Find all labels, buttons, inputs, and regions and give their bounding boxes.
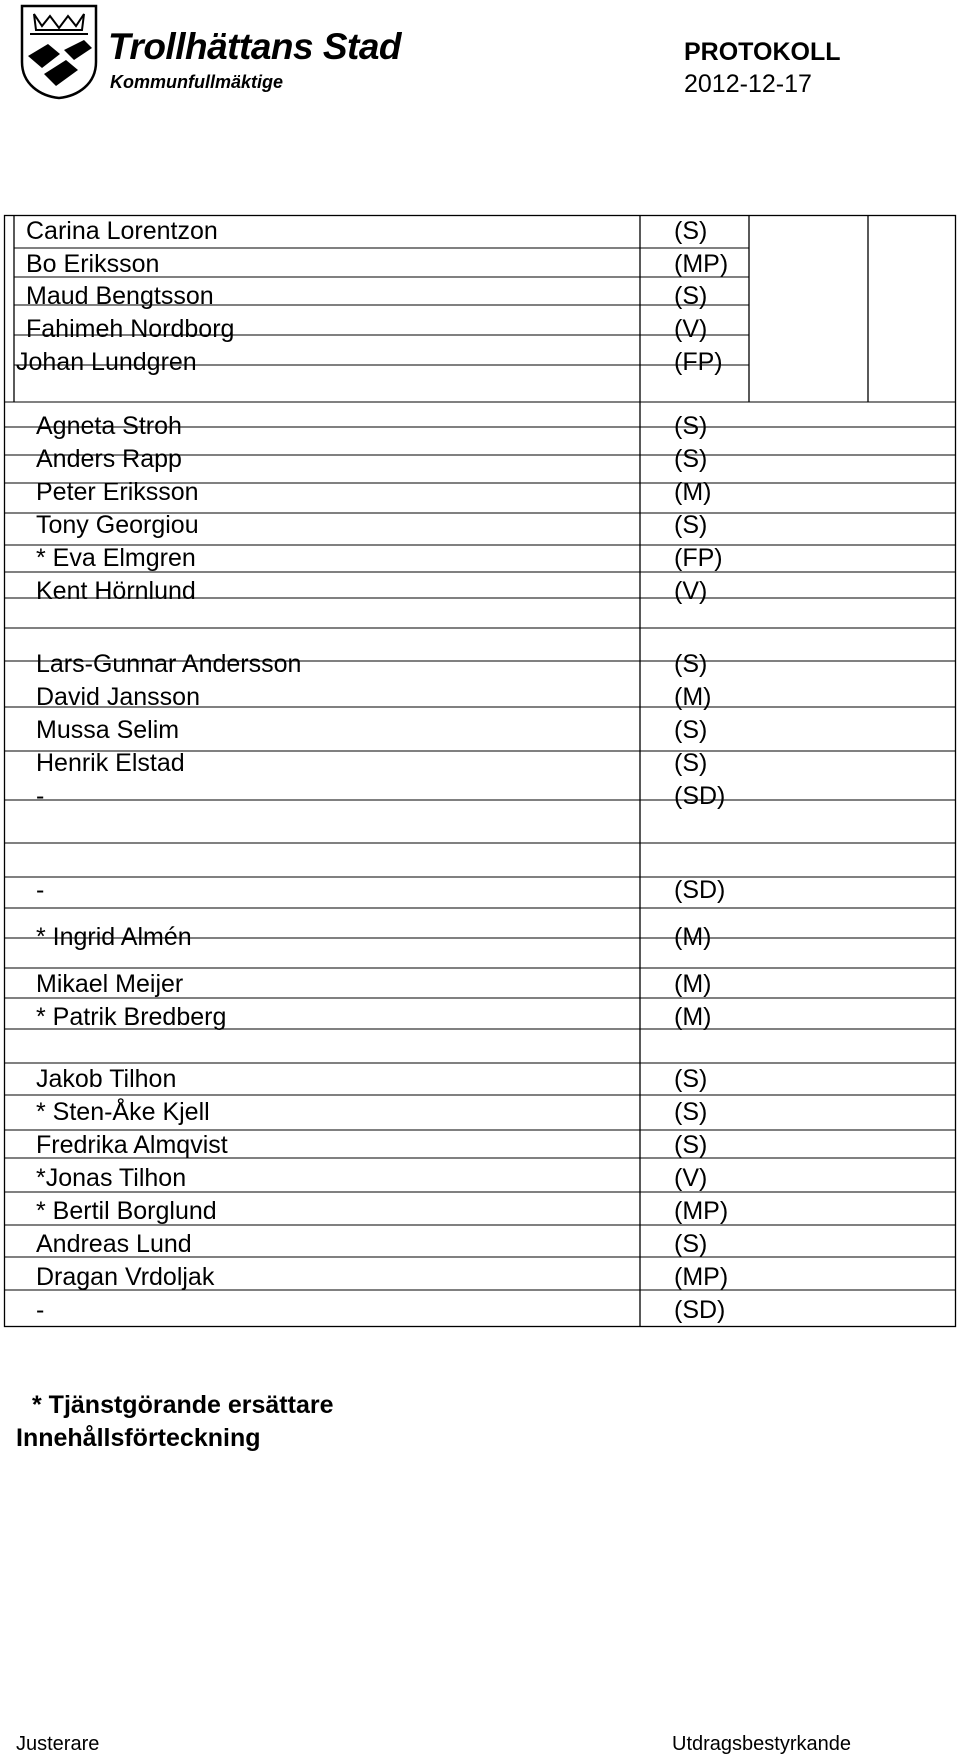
member-party: (S) xyxy=(674,716,708,744)
member-name: Dragan Vrdoljak xyxy=(36,1263,215,1291)
member-row xyxy=(4,922,712,952)
member-party: (S) xyxy=(674,1230,708,1258)
member-party: (M) xyxy=(674,683,712,711)
member-party: (FP) xyxy=(674,348,723,376)
member-party: (MP) xyxy=(674,1197,729,1225)
member-name: * Patrik Bredberg xyxy=(36,1003,227,1031)
member-name: Bo Eriksson xyxy=(26,250,160,278)
document-type: PROTOKOLL xyxy=(684,38,841,66)
member-party: (V) xyxy=(674,1164,708,1192)
member-name: - xyxy=(36,876,45,904)
member-name: Fahimeh Nordborg xyxy=(26,315,235,343)
member-row xyxy=(4,314,708,344)
member-row xyxy=(4,1064,708,1094)
member-row xyxy=(4,216,708,246)
member-name: Tony Georgiou xyxy=(36,511,199,539)
member-name: Lars-Gunnar Andersson xyxy=(36,650,302,678)
member-party: (M) xyxy=(674,478,712,506)
member-row xyxy=(4,249,729,279)
member-row xyxy=(4,1002,712,1032)
member-name: Maud Bengtsson xyxy=(26,282,214,310)
member-party: (S) xyxy=(674,1131,708,1159)
member-row xyxy=(4,1262,729,1292)
member-party: (MP) xyxy=(674,250,729,278)
attendance-table xyxy=(4,215,956,1327)
organization-name: Trollhättans Stad xyxy=(108,26,402,67)
member-name: *Jonas Tilhon xyxy=(36,1164,187,1192)
member-name: Jakob Tilhon xyxy=(36,1065,177,1093)
member-party: (V) xyxy=(674,315,708,343)
table-of-contents-heading: Innehållsförteckning xyxy=(16,1424,261,1452)
organization-subtitle: Kommunfullmäktige xyxy=(110,72,284,92)
member-party: (SD) xyxy=(674,876,726,904)
member-party: (FP) xyxy=(674,544,723,572)
member-row xyxy=(4,1295,726,1325)
member-name: * Eva Elmgren xyxy=(36,544,196,572)
member-row xyxy=(4,781,726,811)
member-row xyxy=(4,411,708,441)
member-name: * Ingrid Almén xyxy=(36,923,192,951)
member-party: (S) xyxy=(674,217,708,245)
footer-utdragsbestyrkande-label: Utdragsbestyrkande xyxy=(672,1733,851,1755)
member-name: * Bertil Borglund xyxy=(36,1197,217,1225)
member-row xyxy=(4,649,708,679)
member-row xyxy=(4,576,708,606)
footer-justerare-label: Justerare xyxy=(16,1733,100,1755)
member-party: (SD) xyxy=(674,1296,726,1324)
member-party: (S) xyxy=(674,445,708,473)
member-row xyxy=(4,281,708,311)
member-name: Andreas Lund xyxy=(36,1230,192,1258)
member-row xyxy=(4,715,708,745)
member-row xyxy=(4,1229,708,1259)
document-date: 2012-12-17 xyxy=(684,70,812,98)
member-party: (M) xyxy=(674,1003,712,1031)
member-row xyxy=(4,1196,729,1226)
member-party: (S) xyxy=(674,1098,708,1126)
member-row xyxy=(4,347,723,377)
member-name: Carina Lorentzon xyxy=(26,217,218,245)
member-party: (S) xyxy=(674,749,708,777)
member-name: Peter Eriksson xyxy=(36,478,199,506)
member-row xyxy=(4,510,708,540)
member-name: Fredrika Almqvist xyxy=(36,1131,228,1159)
member-name: - xyxy=(36,1296,45,1324)
member-party: (S) xyxy=(674,511,708,539)
member-row xyxy=(4,1097,708,1127)
member-name: Anders Rapp xyxy=(36,445,182,473)
member-party: (MP) xyxy=(674,1263,729,1291)
member-name: Henrik Elstad xyxy=(36,749,185,777)
member-row xyxy=(4,543,723,573)
member-row xyxy=(4,748,708,778)
member-party: (M) xyxy=(674,970,712,998)
member-name: Kent Hörnlund xyxy=(36,577,196,605)
member-row xyxy=(4,1163,708,1193)
member-name: * Sten-Åke Kjell xyxy=(36,1098,210,1126)
member-name: Mikael Meijer xyxy=(36,970,184,998)
member-row xyxy=(4,969,712,999)
member-party: (M) xyxy=(674,923,712,951)
member-row xyxy=(4,477,712,507)
member-party: (V) xyxy=(674,577,708,605)
member-party: (S) xyxy=(674,412,708,440)
member-row xyxy=(4,1130,708,1160)
member-name: David Jansson xyxy=(36,683,200,711)
member-name: - xyxy=(36,782,45,810)
member-name: Agneta Stroh xyxy=(36,412,182,440)
municipal-coat-of-arms-logo xyxy=(20,4,98,100)
member-name: Johan Lundgren xyxy=(16,348,197,376)
member-name: Mussa Selim xyxy=(36,716,180,744)
member-row xyxy=(4,444,708,474)
member-party: (S) xyxy=(674,282,708,310)
member-row xyxy=(4,682,712,712)
member-party: (SD) xyxy=(674,782,726,810)
member-party: (S) xyxy=(674,650,708,678)
footnote-substitute-members: * Tjänstgörande ersättare xyxy=(32,1391,334,1419)
member-row xyxy=(4,875,726,905)
member-party: (S) xyxy=(674,1065,708,1093)
